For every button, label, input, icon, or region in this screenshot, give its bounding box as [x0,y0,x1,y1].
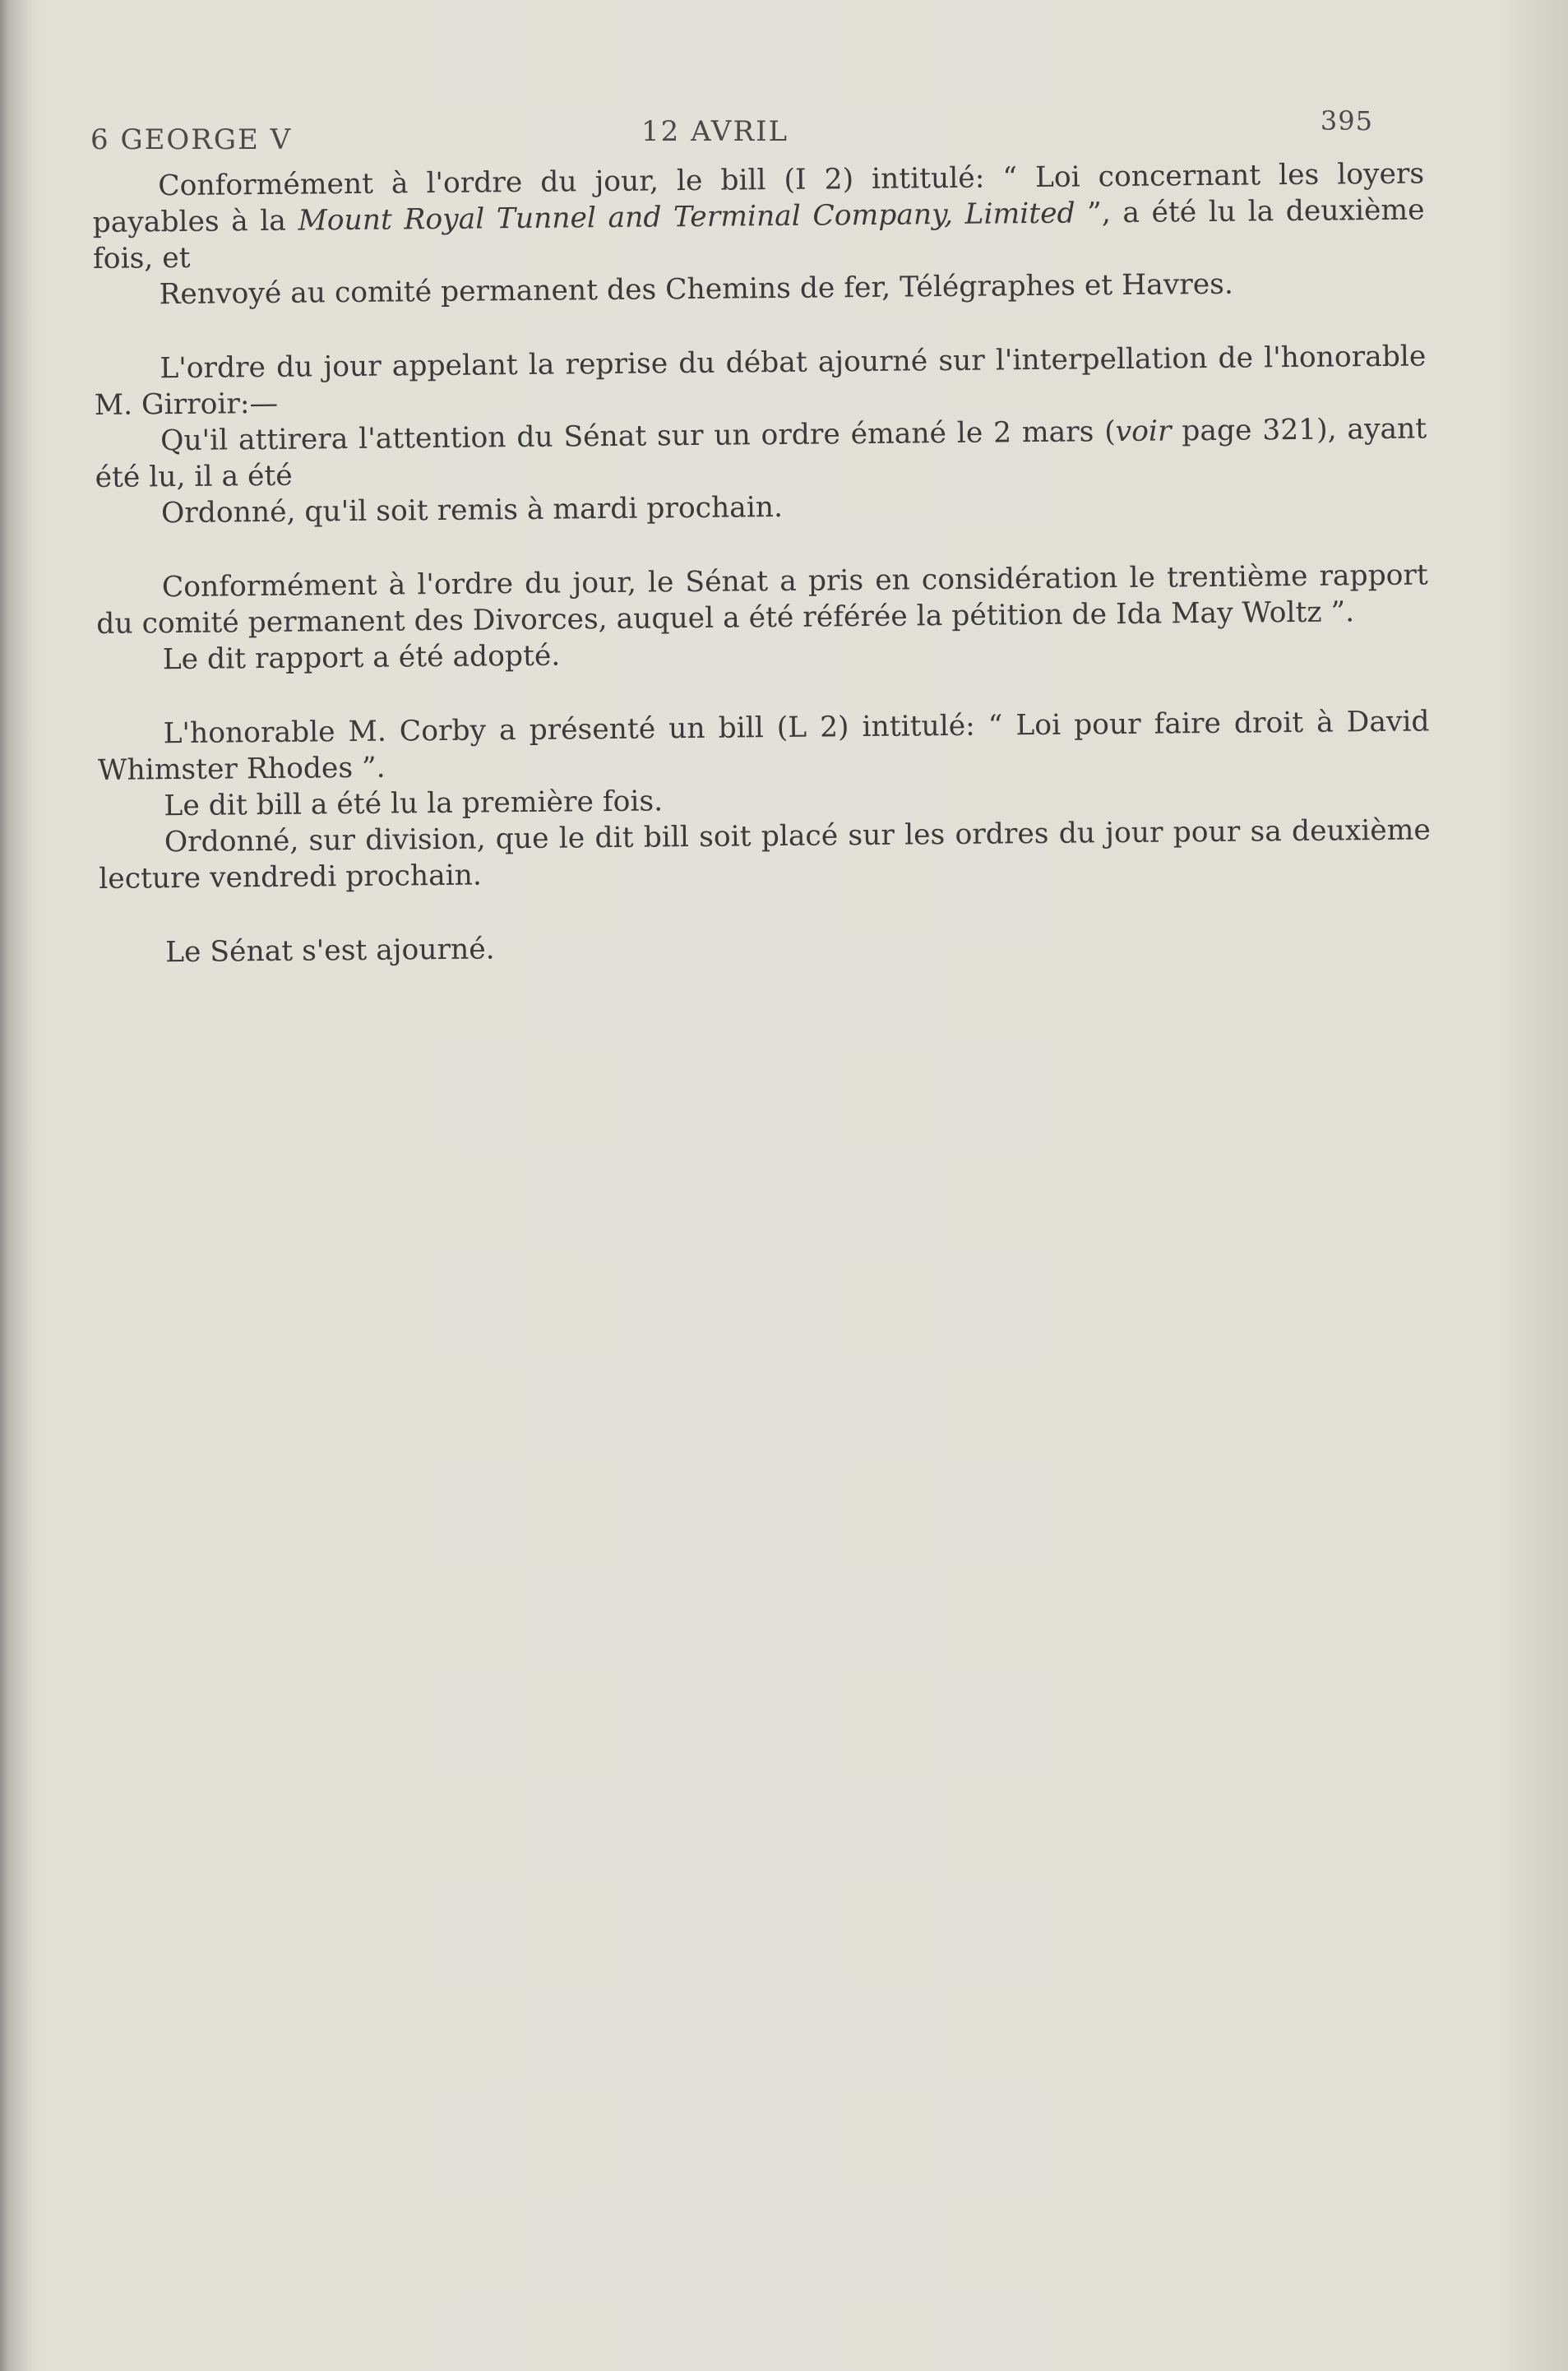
paragraph-first-reading: Le dit bill a été lu la première fois. [164,785,664,823]
page-number: 395 [1320,105,1373,137]
paragraph-divorce-report: Conformément à l'ordre du jour, le Sénat a pris en considération le trentième rapport du comité permanent des Divorces, auquel a été référée la pétition de Ida May Woltz ”. [96,558,1429,641]
paragraph-referred: Renvoyé au comité permanent des Chemins de fer, Télégraphes et Havres. [159,267,1234,312]
journal-body [92,155,1432,971]
header-date: 12 AVRIL [641,115,789,148]
company-name: Mount Royal Tunnel and Terminal Company, Limited [298,197,1075,238]
running-header [90,105,1373,156]
header-regnal-year: 6 GEORGE V [90,123,293,156]
paragraph-motion: Qu'il attirera l'attention du Sénat sur un ordre émané le 2 mars (voir page 321), ayant été lu, il a été [95,412,1427,494]
paragraph-adjourned: Le Sénat s'est ajourné. [164,933,495,970]
paragraph-debate: L'ordre du jour appelant la reprise du débat ajourné sur l'interpellation de l'honorable M. Girroir:— [94,340,1427,422]
paragraph-report-adopted: Le dit rapport a été adopté. [162,639,561,677]
paragraph-bill-l2: L'honorable M. Corby a présenté un bill (L 2) intitulé: “ Loi pour faire droit à David Whimster Rhodes ”. [97,705,1430,787]
paragraph-bill-i2: Conformément à l'ordre du jour, le bill (I 2) intitulé: “ Loi concernant les loyers payables à la Mount Royal Tunnel and Terminal Company, Limited ”, a été lu la deuxième fois, et [92,157,1425,276]
paragraph-ordered-deferred: Ordonné, qu'il soit remis à mardi prochain. [160,490,784,530]
paragraph-second-reading-order: Ordonné, sur division, que le dit bill soit placé sur les ordres du jour pour sa deuxième lecture vendredi prochain. [99,813,1431,896]
